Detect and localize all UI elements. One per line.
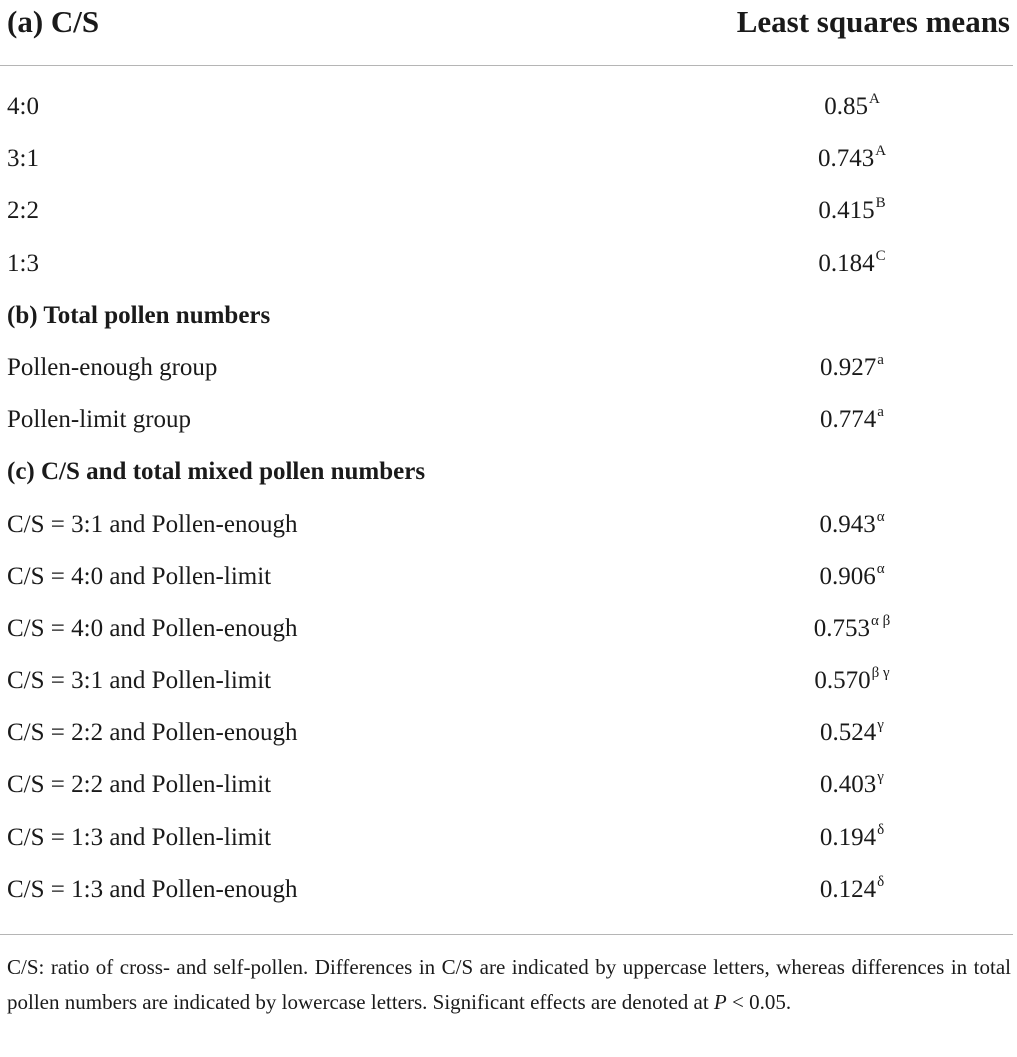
row-label: C/S = 4:0 and Pollen-enough [7, 614, 298, 642]
significance-letter: δ [877, 873, 885, 890]
least-squares-mean-cell [747, 666, 957, 699]
section-heading-row [7, 293, 1007, 345]
mean-value: 0.570 [814, 667, 871, 695]
table-row [7, 658, 1007, 710]
significance-letter: α [876, 508, 885, 525]
table-header [7, 0, 1010, 44]
mean-value: 0.403 [820, 771, 877, 799]
table-row [7, 397, 1007, 449]
row-label: C/S = 1:3 and Pollen-limit [7, 823, 272, 851]
least-squares-mean-cell [747, 196, 957, 229]
significance-letter: α β [871, 612, 891, 629]
mean-value: 0.184 [818, 249, 875, 277]
row-label: C/S = 3:1 and Pollen-enough [7, 510, 298, 538]
least-squares-mean-cell [747, 770, 957, 803]
significance-letter: γ [877, 717, 884, 734]
least-squares-mean-cell [747, 718, 957, 751]
least-squares-mean-cell [747, 823, 957, 856]
table-row [7, 710, 1007, 762]
footnote-text: C/S: ratio of cross- and self-pollen. Differences in C/S are indicated by uppercase letters, whereas differences in total pollen numbers are indicated by lowercase letters. Significant effects are denoted at [7, 955, 1011, 1014]
significance-letter: α [876, 560, 885, 577]
row-label: 3:1 [7, 145, 39, 173]
significance-letter: δ [877, 821, 885, 838]
mean-value: 0.753 [813, 614, 870, 642]
table-row [7, 762, 1007, 814]
least-squares-mean-cell [747, 92, 957, 125]
mean-value: 0.743 [817, 145, 875, 173]
footnote-threshold: < 0.05. [726, 989, 792, 1014]
significance-letter: γ [877, 769, 884, 786]
significance-letter: A [875, 143, 887, 160]
footnote-divider [0, 934, 1013, 935]
least-squares-mean-cell [747, 510, 957, 543]
mean-value: 0.927 [820, 353, 877, 381]
mean-value: 0.415 [818, 197, 875, 225]
row-label: Pollen-enough group [7, 353, 218, 381]
table-row [7, 502, 1007, 554]
header-divider [0, 65, 1013, 66]
mean-value: 0.943 [819, 510, 876, 538]
least-squares-mean-cell [747, 405, 957, 438]
row-label: C/S = 4:0 and Pollen-limit [7, 562, 272, 590]
table-footnote [7, 950, 1011, 1019]
significance-letter: β γ [871, 665, 890, 682]
table-row [7, 867, 1007, 919]
row-label: Pollen-limit group [7, 406, 192, 434]
row-label: C/S = 1:3 and Pollen-enough [7, 875, 298, 903]
mean-value: 0.524 [820, 719, 877, 747]
row-label: 1:3 [7, 249, 39, 277]
mean-value: 0.124 [819, 875, 877, 903]
table-row [7, 606, 1007, 658]
section-heading: (b) Total pollen numbers [7, 301, 271, 329]
row-label: 2:2 [7, 197, 39, 225]
significance-letter: a [877, 404, 884, 421]
least-squares-mean-cell [747, 614, 957, 647]
row-label: C/S = 3:1 and Pollen-limit [7, 667, 272, 695]
significance-letter: B [875, 195, 886, 212]
section-a-heading: (a) C/S [7, 4, 100, 39]
mean-value: 0.85 [824, 93, 868, 120]
table-row [7, 815, 1007, 867]
least-squares-mean-cell [747, 353, 957, 386]
footnote-p-symbol: P [713, 989, 727, 1014]
least-squares-mean-cell [747, 144, 957, 177]
table-row [7, 84, 1007, 136]
table-row [7, 554, 1007, 606]
least-squares-mean-cell [747, 562, 957, 595]
section-heading-row [7, 449, 1007, 501]
section-heading: (c) C/S and total mixed pollen numbers [7, 458, 426, 486]
column-header-least-squares-means: Least squares means [736, 4, 1010, 39]
least-squares-mean-cell [747, 249, 957, 282]
table-row [7, 345, 1007, 397]
mean-value: 0.906 [819, 562, 876, 590]
mean-value: 0.194 [819, 823, 877, 851]
table-row [7, 136, 1007, 188]
row-label: C/S = 2:2 and Pollen-enough [7, 719, 298, 747]
row-label: 4:0 [7, 93, 39, 120]
significance-letter: C [875, 247, 886, 264]
row-label: C/S = 2:2 and Pollen-limit [7, 771, 272, 799]
table-row [7, 241, 1007, 293]
significance-letter: a [877, 351, 884, 368]
mean-value: 0.774 [820, 406, 877, 434]
least-squares-mean-cell [747, 875, 957, 908]
significance-letter: A [868, 91, 880, 107]
table-body [7, 84, 1007, 919]
table-row [7, 188, 1007, 240]
